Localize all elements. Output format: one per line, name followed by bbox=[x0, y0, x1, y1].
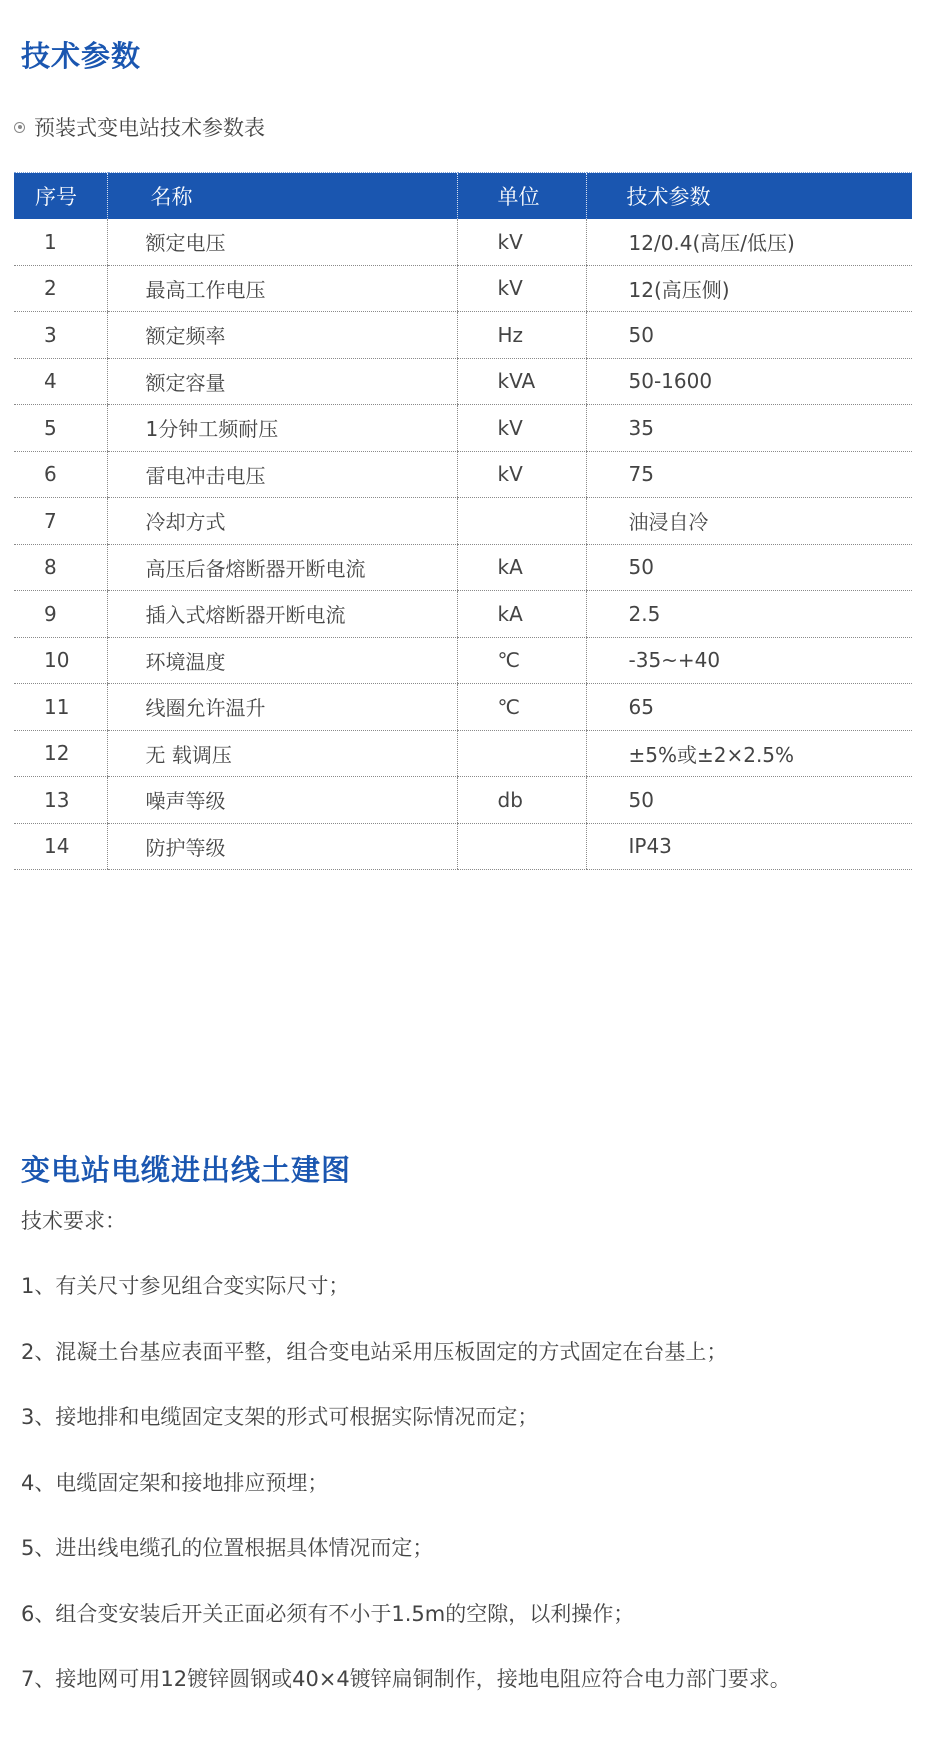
list-item: 1、有关尺寸参见组合变实际尺寸； bbox=[21, 1274, 350, 1298]
list-item: 4、电缆固定架和接地排应预埋； bbox=[21, 1470, 329, 1495]
cell-no: 11 bbox=[14, 684, 107, 731]
cell-value: 12(高压侧) bbox=[586, 265, 912, 312]
cell-no: 10 bbox=[14, 637, 107, 684]
table-row bbox=[14, 265, 912, 312]
cell-no: 12 bbox=[14, 730, 107, 777]
cell-value: 75 bbox=[586, 451, 912, 498]
cell-unit: kA bbox=[457, 591, 586, 638]
cell-value: 50-1600 bbox=[586, 358, 912, 405]
header-row bbox=[14, 173, 912, 219]
table-row bbox=[14, 498, 912, 545]
cell-unit: kVA bbox=[457, 358, 586, 405]
requirements-list bbox=[21, 1270, 791, 1729]
cell-name: 1分钟工频耐压 bbox=[107, 405, 457, 452]
cell-name: 高压后备熔断器开断电流 bbox=[107, 544, 457, 591]
section-title-cable-drawing: 变电站电缆进出线土建图 bbox=[21, 1153, 352, 1187]
header-name: 名称 bbox=[107, 173, 457, 219]
cell-unit: db bbox=[457, 777, 586, 824]
table-row bbox=[14, 219, 912, 266]
table-subtitle bbox=[14, 112, 265, 142]
cell-value: 50 bbox=[586, 312, 912, 359]
table-row bbox=[14, 358, 912, 405]
table-row bbox=[14, 730, 912, 777]
params-table bbox=[14, 172, 912, 870]
cell-value: 35 bbox=[586, 405, 912, 452]
cell-name: 额定频率 bbox=[107, 312, 457, 359]
cell-value: -35~+40 bbox=[586, 637, 912, 684]
table-row bbox=[14, 544, 912, 591]
list-item: 6、组合变安装后开关正面必须有不小于1.5m的空隙，以利操作； bbox=[21, 1601, 635, 1626]
cell-name: 冷却方式 bbox=[107, 498, 457, 545]
cell-no: 7 bbox=[14, 498, 107, 545]
cell-unit: ℃ bbox=[457, 637, 586, 684]
cell-value: 50 bbox=[586, 777, 912, 824]
cell-unit bbox=[457, 498, 586, 545]
cell-name: 防护等级 bbox=[107, 823, 457, 870]
cell-unit: kV bbox=[457, 219, 586, 266]
cell-no: 1 bbox=[14, 219, 107, 266]
cell-unit: Hz bbox=[457, 312, 586, 359]
cell-no: 2 bbox=[14, 265, 107, 312]
cell-value: ±5%或±2×2.5% bbox=[586, 730, 912, 777]
requirements-intro: 技术要求： bbox=[21, 1209, 126, 1233]
cell-no: 4 bbox=[14, 358, 107, 405]
cell-value: 50 bbox=[586, 544, 912, 591]
cell-no: 5 bbox=[14, 405, 107, 452]
cell-unit: kA bbox=[457, 544, 586, 591]
cell-unit bbox=[457, 823, 586, 870]
list-item: 3、接地排和电缆固定支架的形式可根据实际情况而定； bbox=[21, 1405, 539, 1429]
table-row bbox=[14, 405, 912, 452]
params-table-body bbox=[14, 219, 912, 870]
cell-unit bbox=[457, 730, 586, 777]
list-item: 5、进出线电缆孔的位置根据具体情况而定； bbox=[21, 1536, 434, 1560]
cell-name: 雷电冲击电压 bbox=[107, 451, 457, 498]
cell-no: 6 bbox=[14, 451, 107, 498]
table-row bbox=[14, 591, 912, 638]
cell-value: 12/0.4(高压/低压) bbox=[586, 219, 912, 266]
header-value: 技术参数 bbox=[586, 173, 912, 219]
cell-name: 无 载调压 bbox=[107, 730, 457, 777]
cell-unit: kV bbox=[457, 265, 586, 312]
cell-name: 噪声等级 bbox=[107, 777, 457, 824]
cell-name: 最高工作电压 bbox=[107, 265, 457, 312]
cell-no: 13 bbox=[14, 777, 107, 824]
cell-no: 14 bbox=[14, 823, 107, 870]
params-table-header bbox=[14, 173, 912, 219]
table-row bbox=[14, 312, 912, 359]
section-title-tech-params: 技术参数 bbox=[21, 39, 142, 73]
header-unit: 单位 bbox=[457, 173, 586, 219]
cell-no: 9 bbox=[14, 591, 107, 638]
table-row bbox=[14, 777, 912, 824]
table-row bbox=[14, 637, 912, 684]
table-subtitle-text: 预装式变电站技术参数表 bbox=[34, 116, 265, 140]
table-row bbox=[14, 684, 912, 731]
cell-unit: ℃ bbox=[457, 684, 586, 731]
cell-unit: kV bbox=[457, 451, 586, 498]
circle-bullet-icon bbox=[14, 122, 25, 133]
cell-name: 插入式熔断器开断电流 bbox=[107, 591, 457, 638]
cell-name: 额定容量 bbox=[107, 358, 457, 405]
cell-value: 65 bbox=[586, 684, 912, 731]
table-row bbox=[14, 451, 912, 498]
header-no: 序号 bbox=[14, 173, 107, 219]
cell-unit: kV bbox=[457, 405, 586, 452]
table-row bbox=[14, 823, 912, 870]
cell-name: 线圈允许温升 bbox=[107, 684, 457, 731]
cell-no: 3 bbox=[14, 312, 107, 359]
list-item: 2、混凝土台基应表面平整，组合变电站采用压板固定的方式固定在台基上； bbox=[21, 1339, 728, 1364]
cell-name: 环境温度 bbox=[107, 637, 457, 684]
cell-value: 油浸自冷 bbox=[586, 498, 912, 545]
cell-name: 额定电压 bbox=[107, 219, 457, 266]
cell-value: 2.5 bbox=[586, 591, 912, 638]
list-item: 7、接地网可用12镀锌圆钢或40×4镀锌扁铜制作，接地电阻应符合电力部门要求。 bbox=[21, 1667, 791, 1691]
cell-no: 8 bbox=[14, 544, 107, 591]
cell-value: IP43 bbox=[586, 823, 912, 870]
